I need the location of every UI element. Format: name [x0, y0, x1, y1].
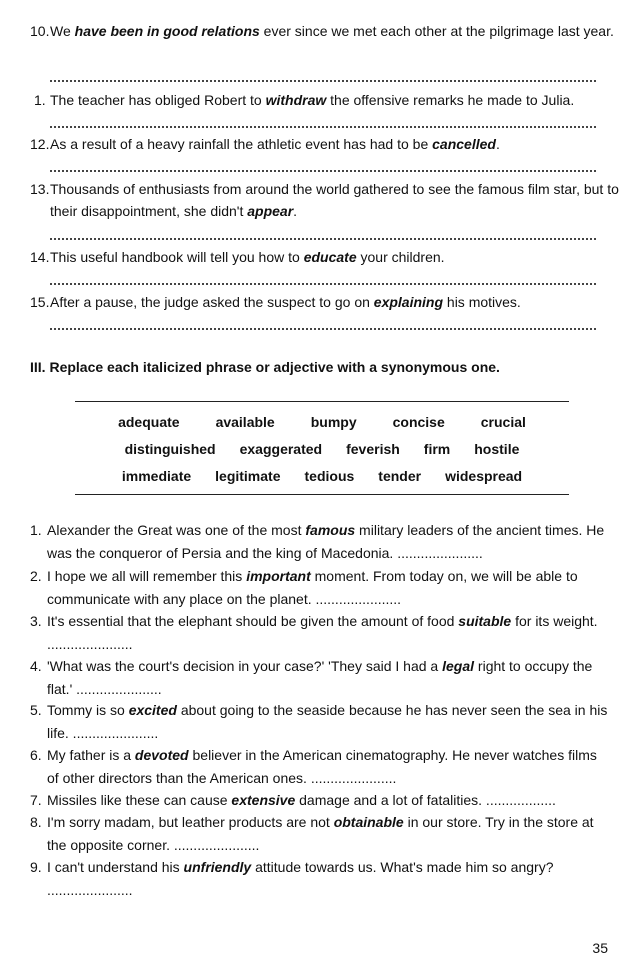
answer-line[interactable]	[50, 70, 596, 82]
italicized-word: important	[246, 568, 311, 584]
item-number: 10.	[30, 23, 50, 39]
item-text: This useful handbook will tell you how to educate your children.	[50, 249, 445, 265]
question-text: 'What was the court's decision in your case?' 'They said I had a legal right to occupy the flat.' ......................	[47, 658, 593, 697]
italicized-word: excited	[128, 702, 177, 718]
question-7	[30, 789, 610, 812]
word-bank-word: firm	[423, 441, 451, 457]
word-bank-word: hostile	[474, 441, 520, 457]
word-bank-word: legitimate	[215, 468, 281, 484]
item-text: After a pause, the judge asked the suspect to go on explaining his motives.	[50, 294, 521, 310]
question-text: I hope we all will remember this important moment. From today on, we will be able to communicate with any place on the planet. ......................	[47, 568, 578, 607]
question-text: Tommy is so excited about going to the seaside because he has never seen the sea in his life. ......................	[47, 702, 608, 741]
italicized-word: devoted	[134, 747, 189, 763]
word-bank	[75, 401, 569, 495]
word-bank-row	[75, 441, 569, 457]
word-bank-row	[75, 468, 569, 484]
section-number: III.	[30, 359, 46, 375]
italicized-word: suitable	[458, 613, 512, 629]
question-number: 7.	[30, 792, 42, 808]
italicized-phrase: explaining	[373, 294, 444, 310]
answer-line[interactable]	[50, 318, 596, 330]
word-bank-word: tender	[378, 468, 422, 484]
italicized-word: famous	[305, 522, 356, 538]
exercise-item-14	[30, 246, 620, 268]
answer-line[interactable]	[50, 160, 596, 172]
exercise-item-11	[30, 89, 620, 111]
question-5	[30, 699, 610, 745]
item-number: 1.	[34, 92, 46, 108]
word-bank-word: adequate	[118, 414, 180, 430]
question-text: My father is a devoted believer in the American cinematography. He never watches films of other directors than the American ones. ......................	[47, 747, 597, 786]
item-text: As a result of a heavy rainfall the athletic event has had to be cancelled.	[50, 136, 500, 152]
section-heading	[30, 359, 500, 375]
item-text: Thousands of enthusiasts from around the world gathered to see the famous film star, but to their disappointment, she didn't appear.	[50, 181, 619, 219]
page-number: 35	[592, 940, 608, 956]
item-text: The teacher has obliged Robert to withdraw the offensive remarks he made to Julia.	[50, 92, 575, 108]
section-instruction: Replace each italicized phrase or adjective with a synonymous one.	[49, 359, 500, 375]
italicized-word: obtainable	[333, 814, 404, 830]
word-bank-word: exaggerated	[239, 441, 323, 457]
italicized-word: legal	[442, 658, 475, 674]
word-bank-word: crucial	[480, 414, 526, 430]
question-text: Missiles like these can cause extensive damage and a lot of fatalities. ..................	[47, 792, 556, 808]
word-bank-word: immediate	[121, 468, 192, 484]
word-bank-word: bumpy	[310, 414, 357, 430]
question-text: I'm sorry madam, but leather products are not obtainable in our store. Try in the store at the opposite corner. ......................	[47, 814, 594, 853]
question-text: It's essential that the elephant should be given the amount of food suitable for its weight. ......................	[47, 613, 598, 652]
word-bank-word: concise	[392, 414, 445, 430]
question-number: 3.	[30, 613, 42, 629]
italicized-phrase: cancelled	[432, 136, 496, 152]
question-number: 4.	[30, 658, 42, 674]
question-9	[30, 856, 610, 902]
italicized-phrase: appear	[247, 203, 294, 219]
question-text: I can't understand his unfriendly attitude towards us. What's made him so angry? ......................	[47, 859, 554, 898]
question-6	[30, 744, 610, 790]
question-number: 5.	[30, 702, 42, 718]
exercise-item-15	[30, 291, 620, 313]
answer-line[interactable]	[50, 273, 596, 285]
answer-line[interactable]	[50, 228, 596, 240]
question-1	[30, 519, 610, 565]
italicized-phrase: educate	[303, 249, 357, 265]
italicized-phrase: withdraw	[265, 92, 327, 108]
word-bank-word: tedious	[304, 468, 355, 484]
question-8	[30, 811, 610, 857]
question-4	[30, 655, 610, 701]
item-number: 12.	[30, 136, 50, 152]
word-bank-row	[75, 414, 569, 430]
question-number: 8.	[30, 814, 42, 830]
item-text: We have been in good relations ever since we met each other at the pilgrimage last year.	[50, 23, 614, 39]
exercise-item-13	[30, 178, 620, 222]
word-bank-word: feverish	[346, 441, 400, 457]
exercise-item-10	[30, 20, 620, 42]
question-number: 2.	[30, 568, 42, 584]
question-2	[30, 565, 610, 611]
exercise-item-12	[30, 133, 620, 155]
answer-line[interactable]	[50, 116, 596, 128]
italicized-word: unfriendly	[183, 859, 252, 875]
word-bank-word: distinguished	[124, 441, 216, 457]
question-number: 9.	[30, 859, 42, 875]
question-text: Alexander the Great was one of the most famous military leaders of the ancient times. He was the conqueror of Persia and the king of Macedonia. ......................	[47, 522, 605, 561]
item-number: 14.	[30, 249, 50, 265]
item-number: 15.	[30, 294, 50, 310]
question-number: 6.	[30, 747, 42, 763]
item-number: 13.	[30, 181, 50, 197]
question-number: 1.	[30, 522, 42, 538]
italicized-word: extensive	[231, 792, 296, 808]
italicized-phrase: have been in good relations	[74, 23, 260, 39]
word-bank-word: widespread	[445, 468, 523, 484]
question-3	[30, 610, 610, 656]
word-bank-word: available	[215, 414, 275, 430]
